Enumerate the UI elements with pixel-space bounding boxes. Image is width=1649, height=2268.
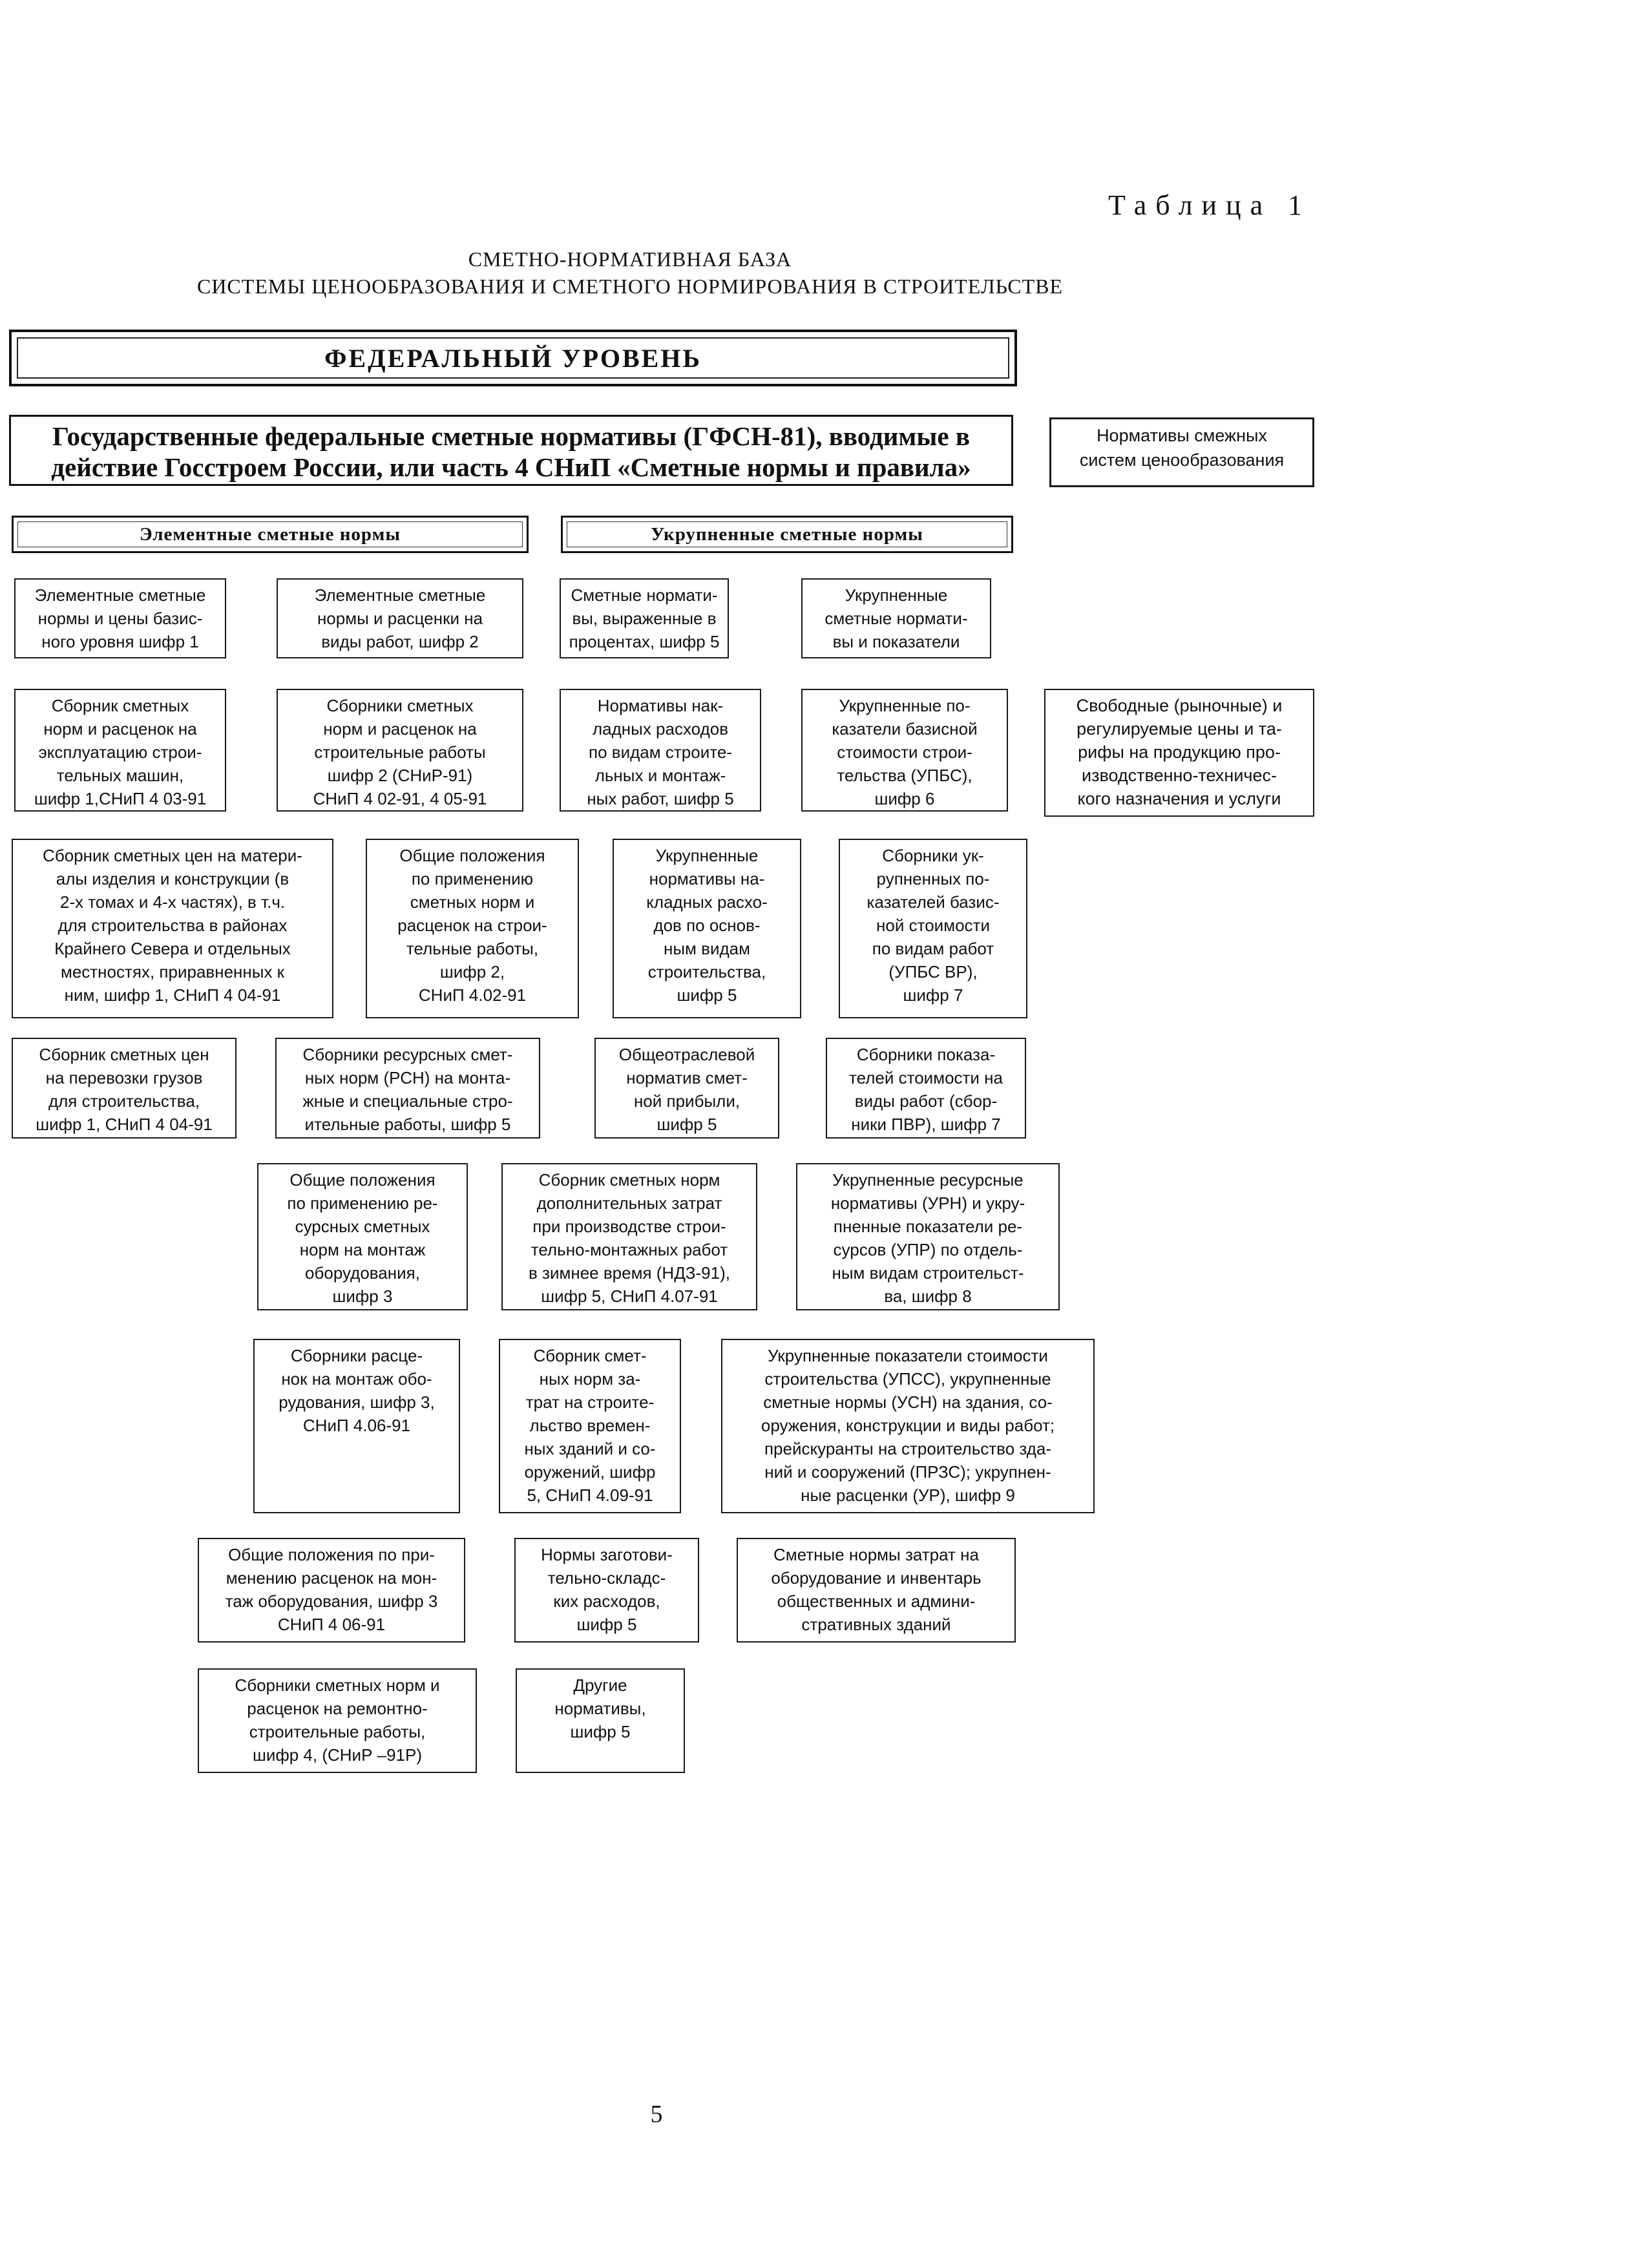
box-overhead-norms: Нормативы нак- ладных расходов по видам строите- льных и монтаж- ных работ, шифр 5 [560,689,761,812]
box-upbs: Укрупненные по- казатели базисной стоимости строи- тельства (УПБС), шифр 6 [801,689,1008,812]
box-repair-rates: Сборники сметных норм и расценок на ремонтно- строительные работы, шифр 4, (СНиР –91Р) [198,1668,477,1773]
title-line-1: СМЕТНО-НОРМАТИВНАЯ БАЗА [468,247,792,271]
box-percent-norms: Сметные нормати- вы, выраженные в процентах, шифр 5 [560,578,729,658]
box-elemental-rates: Элементные сметные нормы и расценки на виды работ, шифр 2 [277,578,523,658]
box-resource-provisions-equipment: Общие положения по применению ре- сурсных сметных норм на монтаж оборудования, шифр 3 [257,1163,468,1310]
federal-level-label: ФЕДЕРАЛЬНЫЙ УРОВЕНЬ [324,343,702,373]
box-equipment-rates: Сборники расце- нок на монтаж обо- рудования, шифр 3, СНиП 4.06-91 [253,1339,460,1513]
federal-level-banner [9,330,1017,386]
box-upss-usn: Укрупненные показатели стоимости строительства (УПСС), укрупненные сметные нормы (УСН) на здания, со- оружения, конструкции и виды работ; прейскуранты на строительство зда- ний и сооружений (ПРЗС); укрупнен- ные расценки (УР), шифр 9 [721,1339,1095,1513]
adjacent-systems-box: Нормативы смежных систем ценообразования [1049,417,1314,487]
elemental-norms-header [12,516,529,553]
box-elemental-base-prices: Элементные сметные нормы и цены базис- ного уровня шифр 1 [14,578,226,658]
box-aggregated-overhead: Укрупненные нормативы на- кладных расхо- дов по основ- ным видам строительства, шифр 5 [613,839,801,1018]
box-construction-rates: Сборники сметных норм и расценок на строительные работы шифр 2 (СНиР-91) СНиП 4 02-91, 4 05-91 [277,689,523,812]
box-procurement-storage: Нормы заготови- тельно-складс- ких расходов, шифр 5 [514,1538,699,1643]
box-other-norms: Другие нормативы, шифр 5 [516,1668,685,1773]
box-temporary-buildings: Сборник смет- ных норм за- трат на строите- льство времен- ных зданий и со- оружений, шифр 5, СНиП 4.09-91 [499,1339,681,1513]
box-equipment-inventory-costs: Сметные нормы затрат на оборудование и инвентарь общественных и админи- стративных зданий [737,1538,1016,1643]
box-upbs-vr: Сборники ук- рупненных по- казателей базис- ной стоимости по видам работ (УПБС ВР), шифр 7 [839,839,1027,1018]
aggregated-norms-header [561,516,1013,553]
box-machine-rates: Сборник сметных норм и расценок на эксплуатацию строи- тельных машин, шифр 1,СНиП 4 03-91 [14,689,226,812]
box-resource-norms-rsn: Сборники ресурсных смет- ных норм (РСН) на монта- жные и специальные стро- ительные работы, шифр 5 [275,1038,540,1139]
document-title [97,246,1163,300]
aggregated-norms-label: Укрупненные сметные нормы [651,523,923,545]
elemental-norms-label: Элементные сметные нормы [140,523,401,545]
box-market-prices: Свободные (рыночные) и регулируемые цены и та- рифы на продукцию про- изводственно-техничес- кого назначения и услуги [1044,689,1314,817]
box-freight-prices: Сборник сметных цен на перевозки грузов для строительства, шифр 1, СНиП 4 04-91 [12,1038,236,1139]
table-label: Таблица 1 [1108,189,1312,221]
box-winter-costs: Сборник сметных норм дополнительных затрат при производстве строи- тельно-монтажных работ в зимнее время (НДЗ-91), шифр 5, СНиП 4.07-91 [501,1163,757,1310]
box-pvr: Сборники показа- телей стоимости на виды работ (сбор- ники ПВР), шифр 7 [826,1038,1026,1139]
box-profit-norm: Общеотраслевой норматив смет- ной прибыли, шифр 5 [594,1038,779,1139]
page-number: 5 [650,2101,663,2128]
box-provisions-equipment-rates: Общие положения по при- менению расценок на мон- таж оборудования, шифр 3 СНиП 4 06-91 [198,1538,465,1643]
box-aggregated-indicators: Укрупненные сметные нормати- вы и показатели [801,578,991,658]
box-material-prices: Сборник сметных цен на матери- алы изделия и конструкции (в 2-х томах и 4-х частях), в т.ч. для строительства в районах Крайнего Севера и отдельных местностях, приравненных к ним, шифр 1, СНиП 4 04-91 [12,839,333,1018]
gfsn-box: Государственные федеральные сметные нормативы (ГФСН-81), вводимые в действие Госстроем России, или часть 4 СНиП «Сметные нормы и правила» [9,415,1013,486]
box-urn-upr: Укрупненные ресурсные нормативы (УРН) и укру- пненные показатели ре- сурсов (УПР) по отдель- ным видам строительст- ва, шифр 8 [796,1163,1060,1310]
title-line-2: СИСТЕМЫ ЦЕНООБРАЗОВАНИЯ И СМЕТНОГО НОРМИРОВАНИЯ В СТРОИТЕЛЬСТВЕ [196,275,1064,298]
box-general-provisions-rates: Общие положения по применению сметных норм и расценок на строи- тельные работы, шифр 2, СНиП 4.02-91 [366,839,579,1018]
